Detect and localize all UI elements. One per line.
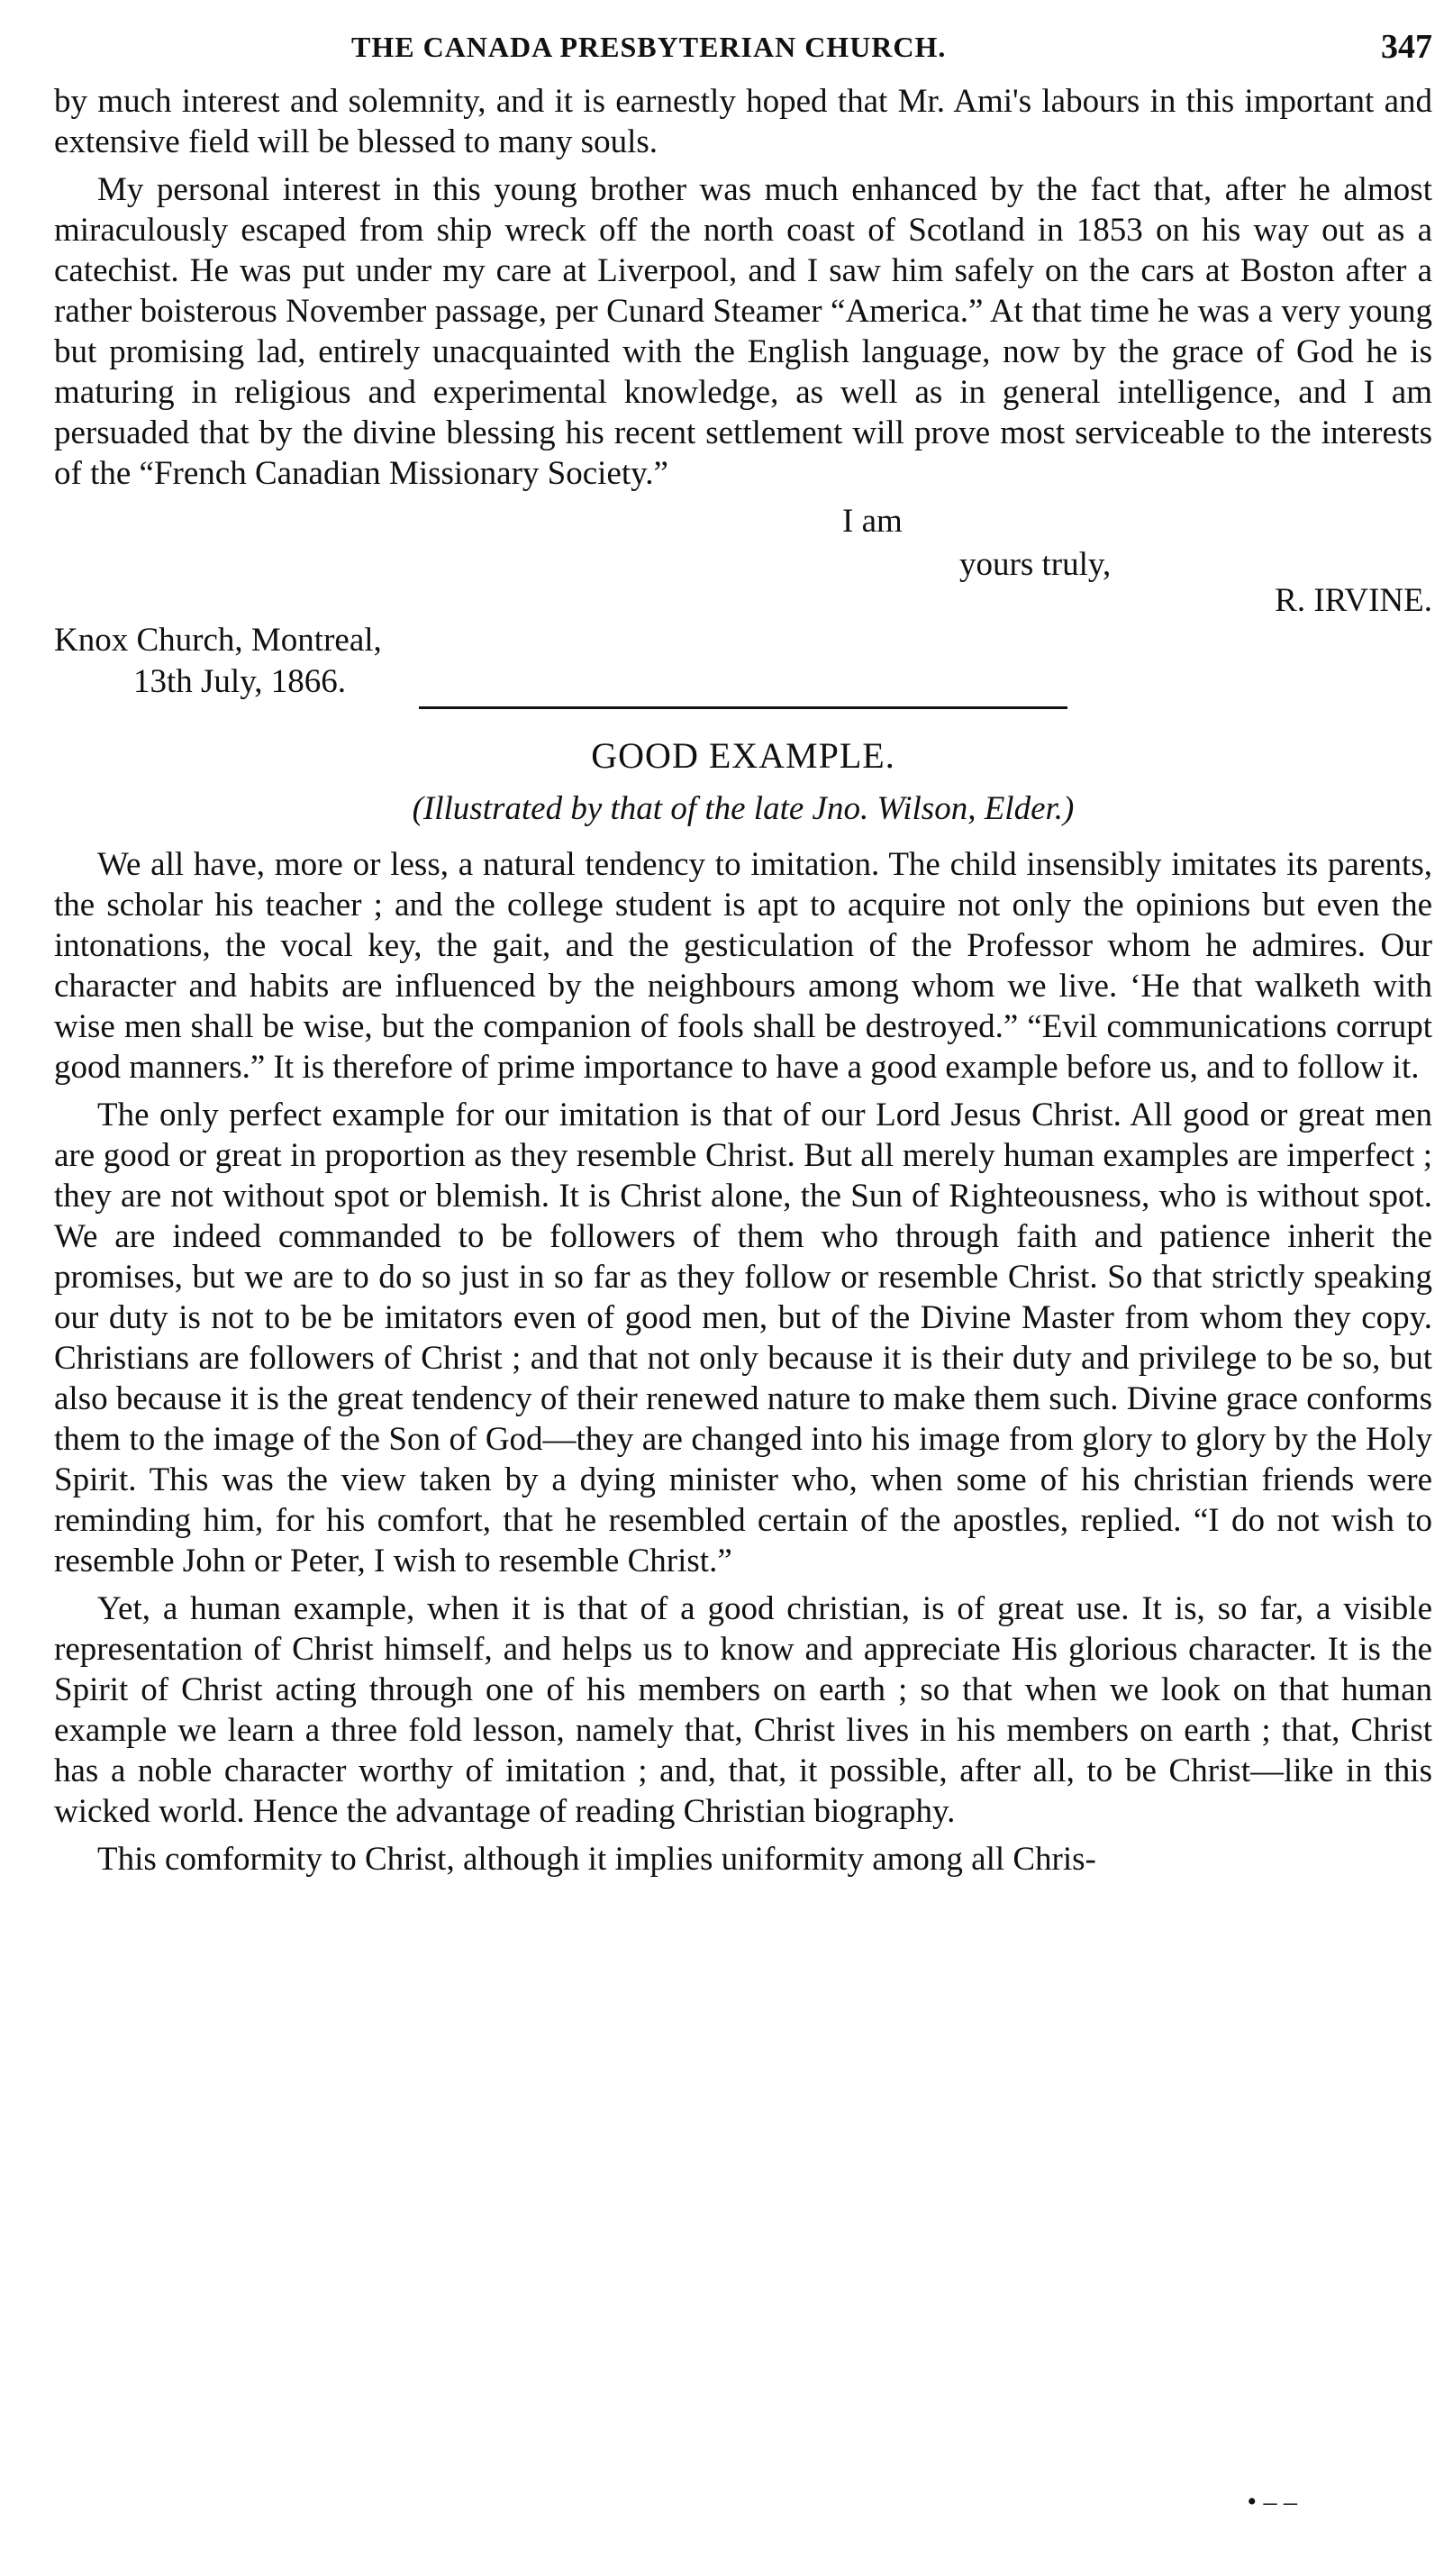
signature: R. IRVINE. (1275, 582, 1432, 619)
page-header (54, 27, 1432, 81)
article-section (54, 734, 1432, 1880)
footer-mark: • – – (1247, 2487, 1297, 2517)
letter-signoff (54, 501, 1432, 700)
letter-section (54, 81, 1432, 700)
closing-line: yours truly, (959, 546, 1112, 583)
article-paragraph: The only perfect example for our imitation is that of our Lord Jesus Christ. All good or great men are good or great in proportion as they resemble Christ. But all merely human examples are imperfect ; they are not without spot or blemish. It is Christ alone, the Sun of Righteousness, who is without spot. We are indeed commanded to be followers of them who through faith and patience inherit the promises, but we are to do so just in so far as they follow or resemble Christ. So that strictly speaking our duty is not to be be imitators even of good men, but of the Divine Master from whom they copy. Christians are followers of Christ ; and that not only because it is their duty and privilege to be so, but also because it is the great tendency of their renewed nature to make them such. Divine grace conforms them to the image of the Son of God—they are changed into his image from glory to glory by the Holy Spirit. This was the view taken by a dying minister who, when some of his christian friends were reminding him, for his comfort, that he resembled certain of the apostles, replied. “I do not wish to resemble John or Peter, I wish to resemble Christ.” (54, 1097, 1432, 1579)
letter-paragraph: My personal interest in this young brother was much enhanced by the fact that, after he almost miraculously escaped from ship wreck off the north coast of Scotland in 1853 on his way out as a catechist. He was put under my care at Liverpool, and I saw him safely on the cars at Boston after a rather boisterous November passage, per Cunard Steamer “America.” At that time he was a very young but promising lad, entirely unacquainted with the English language, now by the grace of God he is maturing in religious and experimental knowledge, as well as in general intelligence, and I am persuaded that by the divine blessing his recent settlement will prove most serviceable to the interests of the “French Canadian Missionary Society.” (54, 171, 1432, 492)
letter-paragraph: by much interest and solemnity, and it is earnestly hoped that Mr. Ami's labours in this important and extensive field will be blessed to many souls. (54, 83, 1432, 160)
section-divider (419, 706, 1067, 709)
article-paragraph: We all have, more or less, a natural tendency to imitation. The child insensibly imitates its parents, the scholar his teacher ; and the college student is apt to acquire not only the opinions but even the intonations, the vocal key, the gait, and the gesticulation of the Professor whom he admires. Our character and habits are influenced by the neighbours among whom we live. ‘He that walketh with wise men shall be wise, but the companion of fools shall be destroyed.” “Evil communications corrupt good manners.” It is therefore of prime importance to have a good example before us, and to follow it. (54, 846, 1432, 1086)
article-paragraph: Yet, a human example, when it is that of a good christian, is of great use. It is, so far, a visible representation of Christ himself, and helps us to know and appreciate His glorious character. It is the Spirit of Christ acting through one of his members on earth ; so that when we look on that human example we learn a three fold lesson, namely that, Christ lives in his members on earth ; that, Christ has a noble character worthy of imitation ; and, that, it possible, after all, to be Christ—like in this wicked world. Hence the advantage of reading Christian biography. (54, 1590, 1432, 1830)
letter-date: 13th July, 1866. (133, 663, 347, 700)
article-subtitle: (Illustrated by that of the late Jno. Wilson, Elder.) (412, 790, 1075, 827)
article-title: GOOD EXAMPLE. (591, 735, 895, 776)
page-number: 347 (1381, 28, 1432, 66)
closing-line: I am (842, 503, 903, 540)
letter-place: Knox Church, Montreal, (54, 622, 382, 659)
article-paragraph: This comformity to Christ, although it implies uniformity among all Chris- (97, 1841, 1096, 1878)
document-page (54, 27, 1432, 2550)
running-head: THE CANADA PRESBYTERIAN CHURCH. (351, 31, 947, 63)
